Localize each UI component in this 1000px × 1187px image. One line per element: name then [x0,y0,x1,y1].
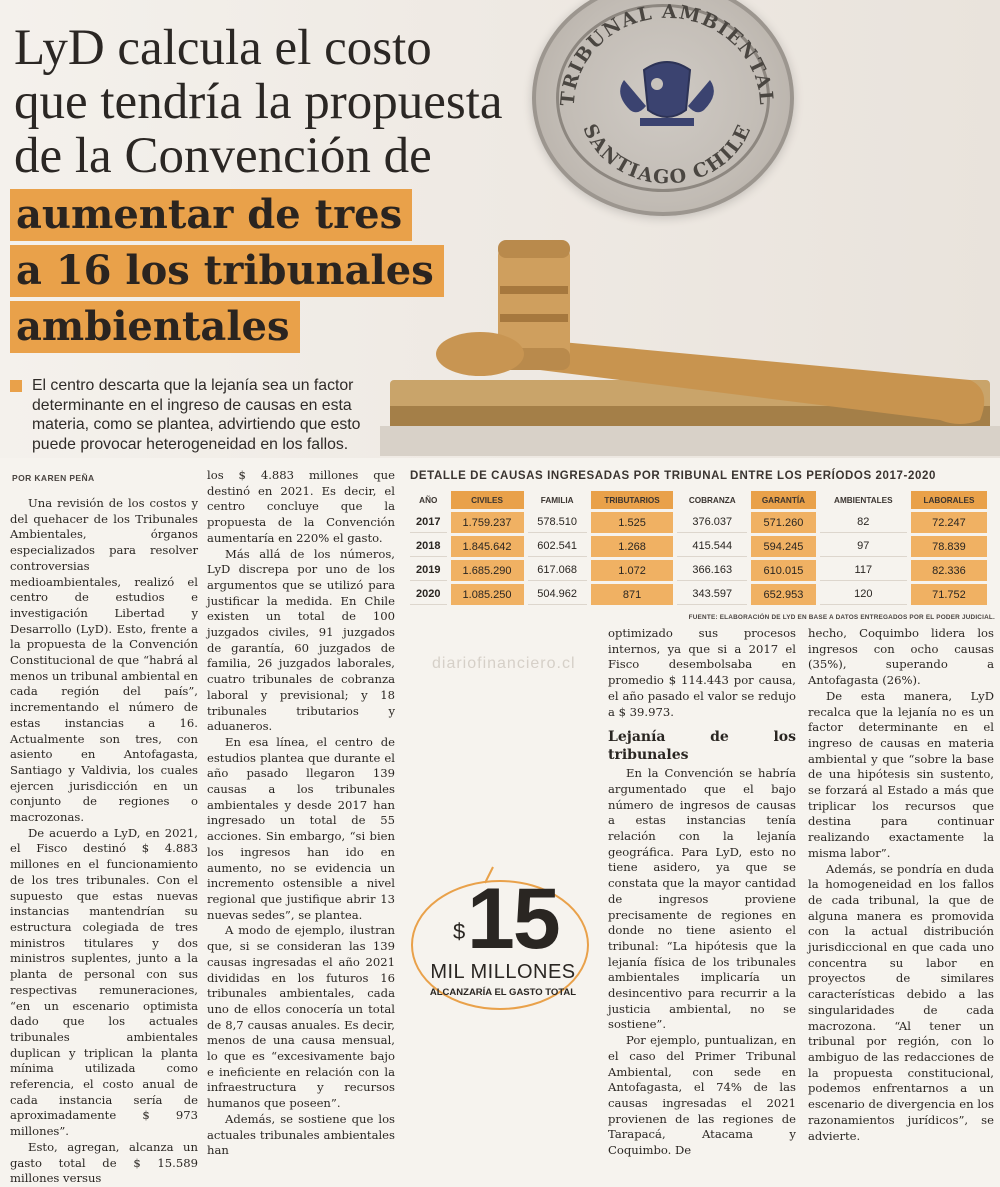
table-cell: 594.245 [751,536,815,557]
hero-image [0,0,1000,458]
table-year-cell: 2020 [410,584,447,605]
paragraph: De acuerdo a LyD, en 2021, el Fisco destinó $ 4.883 millones en el funcionamiento de los tres tribunales. Con el supuesto que estas nuevas instancias mantendrían su estructura colegiada de tres ministros titulares y dos ministros suplentes, junto a la planta de personal con sus respectivas remuneraciones, “en un escenario optimista dado que los actuales tribunales ambientales duplican y triplican la planta mínima utilizada como referencia, el costo anual de cada instancia sería de aproximadamente $ 973 millones”. [10,825,198,1139]
table-cell: 97 [820,536,907,557]
table-header-cell: FAMILIA [540,495,574,505]
table-cell: 117 [820,560,907,581]
table-cell: 343.597 [677,584,747,605]
table-cell: 504.962 [528,584,587,605]
table-cell: 71.752 [911,584,987,605]
coat-of-arms-icon [620,62,714,126]
table-header-cell: TRIBUTARIOS [591,491,674,509]
table-cell: 72.247 [911,512,987,533]
paragraph: optimizado sus procesos internos, ya que si a 2017 el Fisco desembolsaba en promedio $ 114.443 por causa, el año pasado el valor se redujo a $ 39.973. [608,626,796,719]
headline-line-1: LyD calcula el costo [14,20,432,76]
table-cell: 578.510 [528,512,587,533]
table-cell: 602.541 [528,536,587,557]
article-column-1 [10,496,198,1187]
paragraph: Una revisión de los costos y del quehacer de los Tribunales Ambientales, órganos especializados para resolver controversias medioambientales, realizó el centro de estudios e investigación Libertad y Desarrollo (LyD). Esto, frente a la propuesta de la Convención Constitucional de que “habrá al menos un tribunal ambiental en cada región del país”, incrementando el número de estas instancias a 16. Actualmente son tres, con asiento en Antofagasta, Santiago y Valdivia, los cuales ejercen jurisdicción en un conjunto de regiones o macrozonas. [10,496,198,825]
table-row [410,560,987,581]
cost-callout [405,863,595,1015]
headline-highlight-2: a 16 los tribunales [10,245,444,297]
paragraph: De esta manera, LyD recalca que la lejanía no es un factor determinante en el ingreso de causas en materia ambiental y que “sobre la base de una hipótesis sin sustento, se forzará al Estado a más que triplicar los recursos que destina para continuar realizando exactamente la misma labor”. [808,688,994,860]
table-cell: 1.685.290 [451,560,524,581]
headline-line-2: que tendría la propuesta [14,74,503,130]
table-cell: 415.544 [677,536,747,557]
paragraph: Además, se pondría en duda la homogeneidad en los fallos de cada tribunal, la que de alguna manera es promovida con la actual distribución jurisdiccional en que cada uno concentra su labor en proyectos de similares características debido a las singularidades de cada macrozona. “Al tener un tribunal por región, con lo ambiguo de las redacciones de la propuesta constitucional, podemos enfrentarnos a un escenario de divergencia en los razonamientos jurídicos”, se advierte. [808,861,994,1143]
table-cell: 376.037 [677,512,747,533]
article-column-2 [207,468,395,1159]
causes-table-block [410,470,995,621]
table-cell: 82.336 [911,560,987,581]
paragraph: Más allá de los números, LyD discrepa por uno de los argumentos que se utilizó para justificar la medida. En Chile existen un total de 100 juzgados civiles, 91 juzgados de garantía, 60 juzgados de familia, 26 juzgados laborales, cuatro tribunales de cobranza laboral y previsional; y 18 tribunales tributarios y aduaneros. [207,546,395,734]
watermark: diariofinanciero.cl [432,655,576,672]
table-title: DETALLE DE CAUSAS INGRESADAS POR TRIBUNAL ENTRE LOS PERÍODOS 2017-2020 [410,470,936,482]
table-cell: 1.759.237 [451,512,524,533]
headline-line-3: de la Convención de [14,128,432,184]
table-cell: 1.525 [591,512,674,533]
table-header-cell: CIVILES [451,491,524,509]
svg-text:TRIBUNAL AMBIENTAL: TRIBUNAL AMBIENTAL [556,0,778,107]
paragraph: Esto, agregan, alcanza un gasto total de $ 15.589 millones versus [10,1139,198,1186]
paragraph: Por ejemplo, puntualizan, en el caso del Primer Tribunal Ambiental, con sede en Antofagasta, el 74% de las causas ingresadas el 2021 provienen de las regiones de Tarapacá, Atacama y Coquimbo. De [608,1033,796,1158]
table-cell: 610.015 [751,560,815,581]
table-year-cell: 2017 [410,512,447,533]
table-cell: 871 [591,584,674,605]
article-column-3 [608,626,796,1159]
table-cell: 617.068 [528,560,587,581]
callout-unit: MIL MILLONES [430,961,576,983]
paragraph: A modo de ejemplo, ilustran que, si se consideran las 139 causas ingresadas el año 2021 divididas en los futuros 16 tribunales ambientales, cada uno de ellos conocería un total de 8,7 causas anuales. Es decir, menos de una causa mensual, lo que es “excesivamente bajo e ineficiente en relación con la infraestructura y recursos humanos que poseen”. [207,923,395,1111]
table-cell: 82 [820,512,907,533]
table-cell: 78.839 [911,536,987,557]
subheading: Lejanía de los tribunales [608,729,796,764]
deck-text: El centro descarta que la lejanía sea un factor determinante en el ingreso de causas en esta materia, como se plantea, advirtiendo que esto puede provocar heterogeneidad en los fallos. [32,377,361,453]
deck [10,376,400,454]
table-year-cell: 2018 [410,536,447,557]
callout-number: 15 [467,871,559,967]
table-cell: 571.260 [751,512,815,533]
table-header-cell: LABORALES [911,491,987,509]
table-source: FUENTE: ELABORACIÓN DE LYD EN BASE A DATOS ENTREGADOS POR EL PODER JUDICIAL. [688,614,995,621]
table-cell: 120 [820,584,907,605]
byline: POR KAREN PEÑA [12,473,95,483]
table-cell: 1.845.642 [451,536,524,557]
table-cell: 652.953 [751,584,815,605]
paragraph: hecho, Coquimbo lidera los ingresos con ocho causas (35%), superando a Antofagasta (26%). [808,626,994,688]
callout-caption: ALCANZARÍA EL GASTO TOTAL [429,987,577,998]
table-header-cell: AÑO [419,495,438,505]
table-cell: 1.268 [591,536,674,557]
headline-highlight-3: ambientales [10,301,300,353]
callout-currency: $ [453,919,466,944]
headline-highlight-1: aumentar de tres [10,189,412,241]
causes-table [406,488,991,608]
table-cell: 1.072 [591,560,674,581]
table-cell: 366.163 [677,560,747,581]
tribunal-seal [532,0,794,216]
paragraph: Además, se sostiene que los actuales tribunales ambientales han [207,1111,395,1158]
gavel-icon [380,230,1000,460]
svg-text:SANTIAGO CHILE: SANTIAGO CHILE [578,120,756,189]
table-row [410,536,987,557]
table-header-cell: AMBIENTALES [834,495,893,505]
table-header-cell: COBRANZA [688,495,736,505]
deck-bullet-icon [10,380,22,392]
paragraph: En la Convención se habría argumentado que el bajo número de ingresos de causas a estas instancias tenía relación con la lejanía geográfica. Para LyD, esto no tiene asidero, ya que se constata que la mayor cantidad de ingresos proviene precisamente de regiones en donde no tiene asiento el tribunal: “La hipótesis que la lejanía física de los tribunales ambientales implicaría un desincentivo para recurrir a la justicia ambiental, no se sostiene”. [608,766,796,1032]
table-cell: 1.085.250 [451,584,524,605]
table-header-cell: GARANTÍA [751,491,815,509]
table-row [410,584,987,605]
table-year-cell: 2019 [410,560,447,581]
paragraph: En esa línea, el centro de estudios plantea que durante el año pasado llegaron 139 causas a los tribunales ambientales y desde 2017 han ingresado un total de 55 acciones. Sin embargo, “si bien los ingresos han ido en aumento, no se evidencia un incremento ostensible a nivel regional que justifique abrir 13 nuevas sedes”, se plantea. [207,734,395,922]
article-column-4 [808,626,994,1144]
paragraph: los $ 4.883 millones que destinó en 2021. Es decir, el centro concluye que la propuesta de la Convención aumentaría en 220% el gasto. [207,468,395,545]
table-row [410,512,987,533]
